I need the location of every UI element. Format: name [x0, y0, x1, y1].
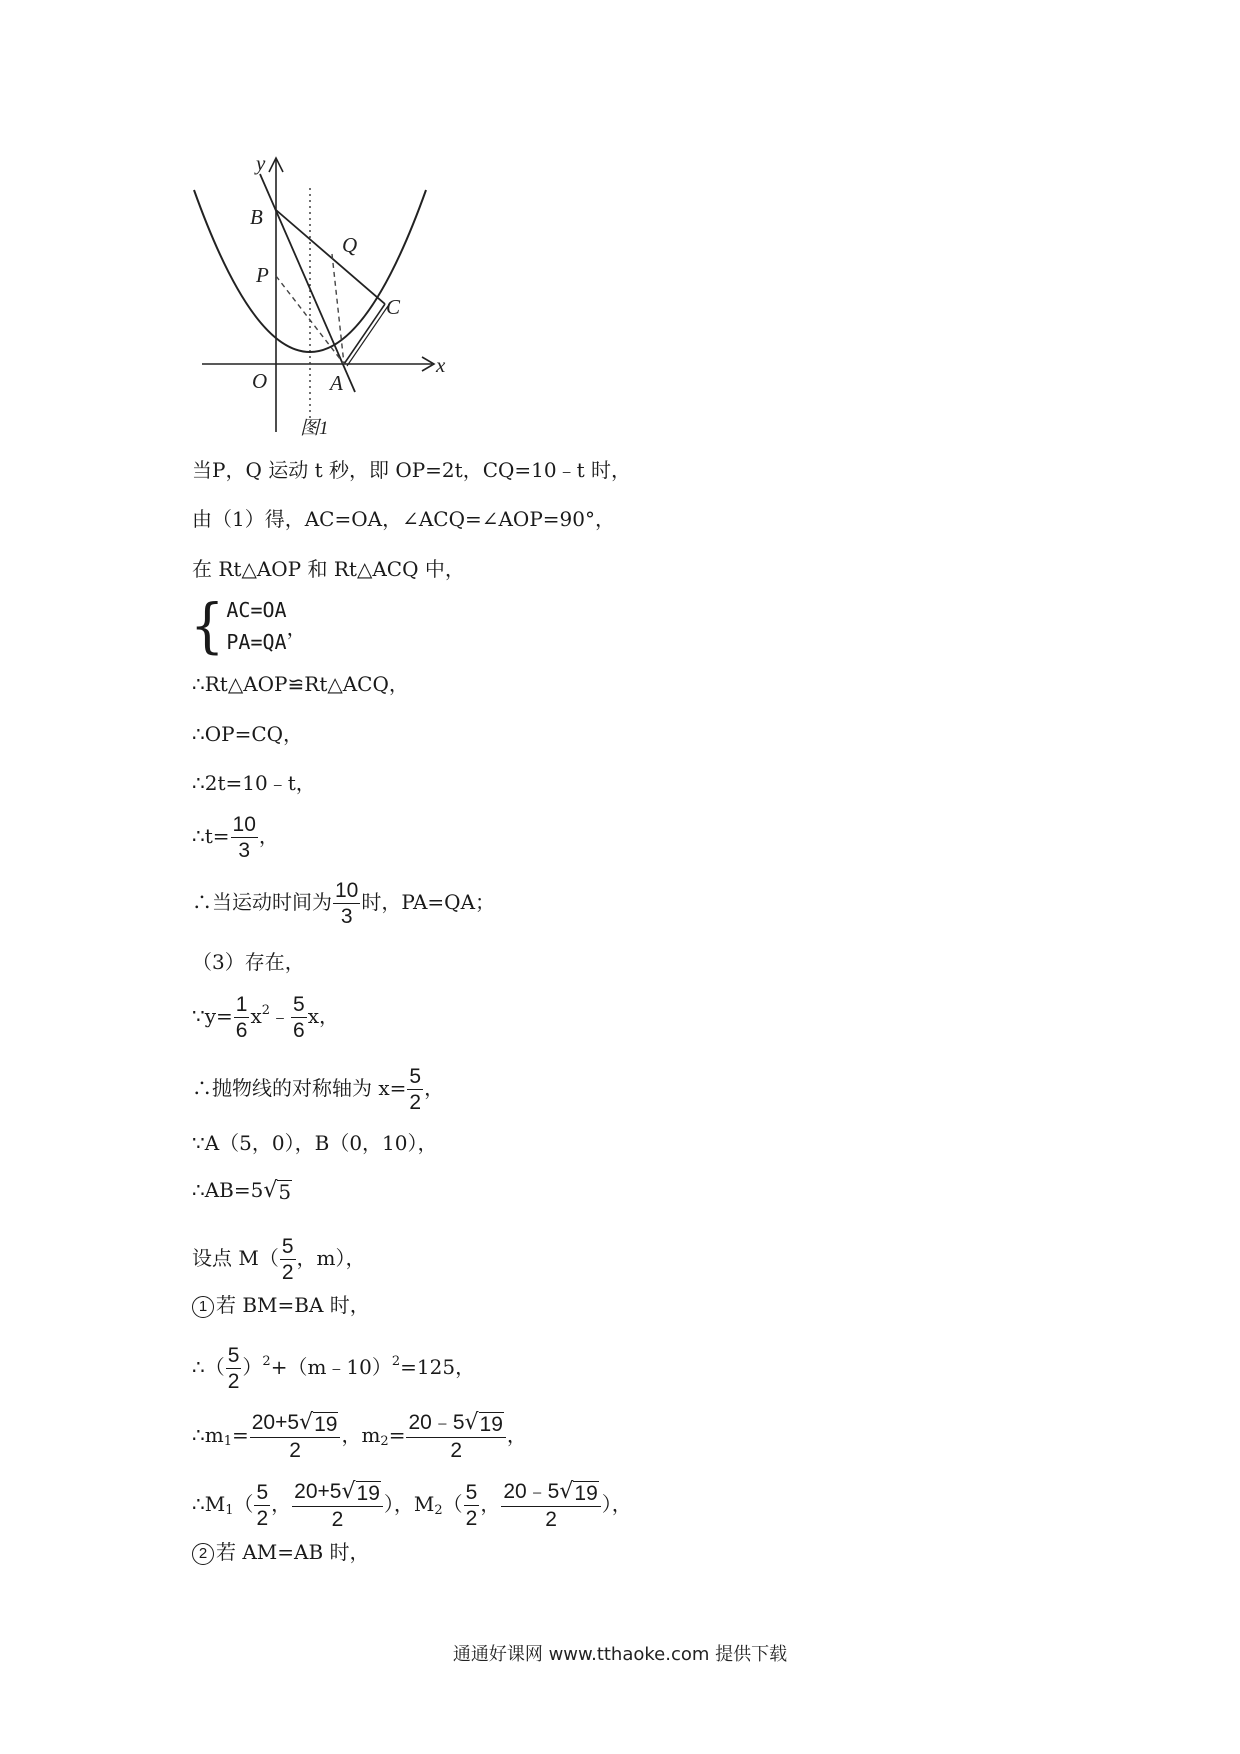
exponent: 2: [391, 1354, 401, 1369]
line-4: ∴Rt△AOP≌Rt△ACQ，: [192, 672, 409, 696]
fraction-numerator: 5: [281, 1235, 294, 1258]
segment-AC: [344, 304, 385, 364]
fraction-numerator: 5: [409, 1065, 422, 1088]
label-P: P: [256, 263, 269, 287]
radicand: 19: [356, 1482, 380, 1505]
fraction-numerator: 5: [465, 1481, 478, 1504]
numerator-text: 20+5: [251, 1411, 300, 1434]
eq-open: ∴（: [192, 1355, 225, 1379]
fraction-numerator: [406, 1412, 505, 1438]
line-15: [192, 1291, 370, 1319]
fraction-denominator: 2: [289, 1439, 301, 1462]
m-point-mid: ），M: [383, 1492, 435, 1516]
axis-prefix: ∴抛物线的对称轴为 x=: [192, 1076, 407, 1100]
fraction-numerator: [292, 1481, 383, 1507]
fraction-numerator: 1: [235, 993, 248, 1016]
numerator-text: 20﹣5: [503, 1480, 560, 1503]
sqrt-5: [263, 1180, 292, 1202]
fraction-denominator: 3: [340, 905, 353, 928]
system-eq-2: PA=QA: [226, 630, 287, 654]
fraction-denominator: 2: [281, 1261, 294, 1284]
label-x: x: [436, 353, 446, 377]
fraction-5-2: [464, 1482, 480, 1529]
axis-suffix: ，: [424, 1076, 445, 1100]
case-1-text: 若 BM=BA 时，: [216, 1293, 370, 1317]
line-5: ∴OP=CQ，: [192, 722, 304, 746]
m-suffix: ，: [506, 1423, 527, 1447]
fraction-10-3: [333, 880, 360, 927]
subscript: 1: [223, 1434, 232, 1449]
line-BA: [260, 174, 358, 392]
fraction-denominator: 6: [235, 1019, 248, 1042]
label-B: B: [250, 205, 263, 229]
circled-number-1: 1: [192, 1296, 214, 1318]
fraction-m1: [292, 1481, 383, 1530]
circled-number-2: 2: [192, 1543, 214, 1565]
minus-sign: ﹣: [270, 1004, 291, 1028]
line-3: 在 Rt△AOP 和 Rt△ACQ 中，: [192, 557, 465, 581]
func-x: x: [250, 1004, 262, 1028]
system-eq-1: AC=OA: [226, 598, 287, 622]
time-suffix: 时，PA=QA；: [361, 890, 496, 914]
label-O: O: [252, 369, 268, 393]
fraction-m1: [250, 1412, 341, 1461]
fraction-numerator: [501, 1481, 600, 1507]
fraction-5-2: [280, 1236, 296, 1283]
fraction-denominator: 2: [465, 1507, 478, 1530]
line-6: ∴2t=10﹣t，: [192, 771, 316, 795]
line-13: [192, 1176, 292, 1204]
radicand: 19: [574, 1482, 598, 1505]
segment-AC-shadow: [347, 306, 388, 366]
system-brace: {: [190, 590, 225, 661]
m-prefix: ∴m: [192, 1423, 224, 1447]
fraction-numerator: 5: [293, 993, 305, 1016]
paren-open: （: [233, 1492, 254, 1516]
fraction-5-6: [291, 994, 307, 1041]
subscript: 1: [225, 1503, 234, 1518]
subscript: 2: [380, 1434, 389, 1449]
radical-sign: √: [299, 1410, 314, 1435]
fraction-10-3: [231, 814, 258, 861]
radical-sign: √: [464, 1410, 479, 1435]
fraction-numerator: 5: [256, 1481, 269, 1504]
line-7: [192, 814, 279, 861]
radical-sign: √: [263, 1178, 278, 1203]
fraction-denominator: 2: [227, 1370, 240, 1393]
m-point-prefix: ∴M: [192, 1492, 226, 1516]
comma: ，: [271, 1492, 292, 1516]
radicand: 19: [479, 1413, 503, 1436]
line-8: [192, 880, 495, 927]
fraction-numerator: 10: [335, 879, 359, 902]
point-m-prefix: 设点 M（: [192, 1246, 279, 1270]
subscript: 2: [434, 1503, 443, 1518]
radicand: 19: [314, 1413, 338, 1436]
func-suffix: x，: [307, 1004, 339, 1028]
line-10: [192, 994, 339, 1041]
sqrt-19: [465, 1412, 504, 1435]
label-C: C: [386, 295, 401, 319]
t-eq-prefix: ∴t=: [192, 824, 230, 848]
fraction-denominator: 6: [293, 1019, 305, 1042]
figure-caption: 图1: [300, 418, 329, 439]
sqrt-19: [559, 1481, 598, 1504]
eq-mid: +（m﹣10）: [270, 1355, 392, 1379]
fraction-denominator: 2: [409, 1091, 422, 1114]
fraction-numerator: 5: [227, 1344, 240, 1367]
segment-QA: [332, 254, 344, 364]
footer-watermark: 通通好课网 www.tthaoke.com 提供下载: [452, 1644, 788, 1665]
func-prefix: ∵y=: [192, 1004, 233, 1028]
fraction-denominator: 2: [331, 1508, 344, 1531]
numerator-text: 20+5: [294, 1480, 342, 1503]
fraction-numerator: 10: [232, 813, 256, 836]
sqrt-19: [341, 1481, 380, 1504]
fraction-denominator: 2: [545, 1508, 557, 1531]
point-m-suffix: ，m），: [296, 1246, 366, 1270]
case-2-text: 若 AM=AB 时，: [216, 1540, 370, 1564]
eq-suffix: =125，: [400, 1355, 476, 1379]
label-Q: Q: [342, 233, 358, 257]
radical-sign: √: [341, 1479, 356, 1504]
segment-BC: [276, 210, 385, 304]
line-9: （3）存在，: [192, 950, 305, 974]
sqrt-19: [299, 1412, 338, 1435]
paren-open: （: [442, 1492, 463, 1516]
line-11: [192, 1066, 444, 1113]
fraction-numerator: [250, 1412, 341, 1438]
line-17: [192, 1412, 527, 1461]
line-19: [192, 1538, 370, 1566]
fraction-5-2: [254, 1482, 270, 1529]
label-A: A: [330, 371, 343, 395]
ab-prefix: ∴AB=5: [192, 1178, 264, 1202]
time-prefix: ∴当运动时间为: [192, 890, 332, 914]
fraction-1-6: [234, 994, 250, 1041]
radicand: 5: [278, 1180, 292, 1204]
line-1: 当P，Q 运动 t 秒，即 OP=2t，CQ=10﹣t 时，: [192, 458, 631, 482]
radical-sign: √: [559, 1479, 574, 1504]
fraction-denominator: 2: [256, 1507, 269, 1530]
equals: =: [231, 1423, 249, 1447]
equals: =: [388, 1423, 406, 1447]
line-18: [192, 1481, 632, 1530]
fraction-m2: [406, 1412, 505, 1461]
figure-svg: [192, 152, 448, 442]
parabola-figure: [192, 152, 448, 442]
eq-close: ）: [242, 1355, 263, 1379]
m-separator: ，m: [341, 1423, 381, 1447]
fraction-5-2: [407, 1066, 423, 1113]
t-eq-suffix: ，: [258, 824, 279, 848]
line-16: [192, 1345, 475, 1392]
line-2: 由（1）得，AC=OA，∠ACQ=∠AOP=90°，: [192, 507, 615, 531]
numerator-text: 20﹣5: [408, 1411, 465, 1434]
fraction-5-2: [226, 1345, 242, 1392]
line-14: [192, 1236, 366, 1283]
label-y: y: [256, 152, 266, 175]
line-12: ∵A（5，0），B（0，10），: [192, 1131, 438, 1155]
fraction-denominator: 3: [238, 839, 251, 862]
system-tail: ，: [286, 615, 307, 640]
m-point-suffix: ），: [601, 1492, 632, 1516]
fraction-denominator: 2: [450, 1439, 463, 1462]
comma: ，: [480, 1492, 501, 1516]
exponent: 2: [261, 1003, 271, 1018]
fraction-m2: [501, 1481, 600, 1530]
equation-system: [190, 590, 307, 661]
exponent: 2: [262, 1354, 271, 1369]
